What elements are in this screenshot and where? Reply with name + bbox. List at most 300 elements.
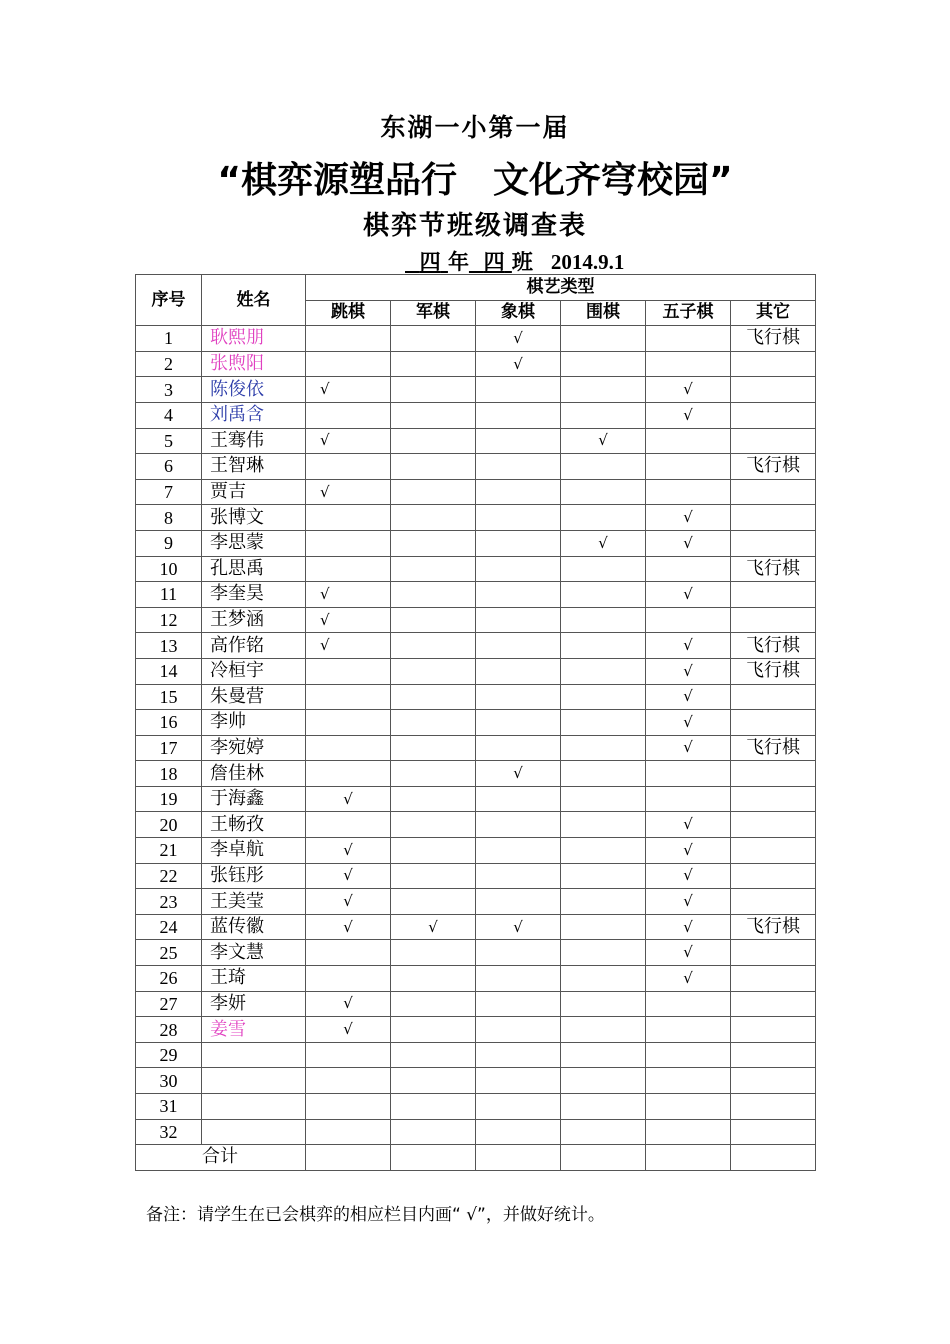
check-weiqi (561, 838, 646, 864)
other-game: 飞行棋 (731, 735, 816, 761)
row-index: 2 (136, 351, 202, 377)
check-tiaoqi: √ (306, 633, 391, 659)
check-xiangqi (476, 1094, 561, 1120)
check-tiaoqi (306, 454, 391, 480)
row-index: 24 (136, 914, 202, 940)
check-wuziqi: √ (646, 863, 731, 889)
table-row (136, 1119, 816, 1145)
total-cell (646, 1145, 731, 1171)
check-weiqi (561, 454, 646, 480)
table-row (136, 684, 816, 710)
check-tiaoqi (306, 556, 391, 582)
check-weiqi (561, 812, 646, 838)
check-tiaoqi (306, 326, 391, 352)
header-type-group: 棋艺类型 (306, 275, 816, 301)
row-index: 5 (136, 428, 202, 454)
student-name: 于海鑫 (202, 786, 306, 812)
check-xiangqi (476, 1042, 561, 1068)
check-weiqi (561, 505, 646, 531)
check-junqi (391, 1119, 476, 1145)
total-cell (561, 1145, 646, 1171)
check-wuziqi: √ (646, 658, 731, 684)
check-xiangqi (476, 658, 561, 684)
check-tiaoqi (306, 761, 391, 787)
check-wuziqi: √ (646, 735, 731, 761)
row-index: 27 (136, 991, 202, 1017)
check-weiqi: √ (561, 428, 646, 454)
check-xiangqi: √ (476, 351, 561, 377)
row-index: 18 (136, 761, 202, 787)
check-junqi (391, 761, 476, 787)
check-junqi: √ (391, 914, 476, 940)
check-wuziqi (646, 607, 731, 633)
table-row (136, 351, 816, 377)
title-line-1: 东湖一小第一届 (380, 113, 570, 142)
check-wuziqi (646, 351, 731, 377)
student-name: 贾吉 (202, 479, 306, 505)
check-tiaoqi (306, 684, 391, 710)
total-cell (476, 1145, 561, 1171)
check-weiqi (561, 966, 646, 992)
check-junqi (391, 966, 476, 992)
student-name: 王畅孜 (202, 812, 306, 838)
check-wuziqi (646, 1094, 731, 1120)
table-row (136, 863, 816, 889)
table-row (136, 786, 816, 812)
header-tiaoqi: 跳棋 (306, 300, 391, 326)
check-xiangqi (476, 454, 561, 480)
other-game (731, 940, 816, 966)
row-index: 22 (136, 863, 202, 889)
student-name: 刘禹含 (202, 402, 306, 428)
check-wuziqi: √ (646, 710, 731, 736)
check-junqi (391, 1068, 476, 1094)
table-row (136, 479, 816, 505)
row-index: 26 (136, 966, 202, 992)
student-name: 王美莹 (202, 889, 306, 915)
check-xiangqi (476, 684, 561, 710)
table-row (136, 505, 816, 531)
check-junqi (391, 889, 476, 915)
check-wuziqi (646, 1017, 731, 1043)
check-junqi (391, 863, 476, 889)
check-tiaoqi: √ (306, 786, 391, 812)
row-index: 19 (136, 786, 202, 812)
table-row (136, 838, 816, 864)
check-weiqi (561, 1017, 646, 1043)
total-row (136, 1145, 816, 1171)
check-tiaoqi: √ (306, 428, 391, 454)
table-row (136, 607, 816, 633)
row-index: 31 (136, 1094, 202, 1120)
table-row (136, 1094, 816, 1120)
other-game (731, 812, 816, 838)
header-weiqi: 围棋 (561, 300, 646, 326)
check-weiqi (561, 556, 646, 582)
other-game (731, 684, 816, 710)
class-info (405, 246, 624, 276)
other-game (731, 1042, 816, 1068)
check-junqi (391, 607, 476, 633)
check-wuziqi (646, 991, 731, 1017)
check-weiqi (561, 863, 646, 889)
student-name: 李妍 (202, 991, 306, 1017)
check-weiqi (561, 889, 646, 915)
check-junqi (391, 582, 476, 608)
check-weiqi (561, 914, 646, 940)
check-wuziqi (646, 786, 731, 812)
check-weiqi (561, 633, 646, 659)
check-xiangqi: √ (476, 914, 561, 940)
check-junqi (391, 633, 476, 659)
check-junqi (391, 326, 476, 352)
check-wuziqi: √ (646, 582, 731, 608)
check-weiqi (561, 607, 646, 633)
header-junqi: 军棋 (391, 300, 476, 326)
check-xiangqi (476, 889, 561, 915)
table-row (136, 889, 816, 915)
total-cell (306, 1145, 391, 1171)
check-junqi (391, 530, 476, 556)
check-tiaoqi (306, 1042, 391, 1068)
student-name: 李思蒙 (202, 530, 306, 556)
row-index: 12 (136, 607, 202, 633)
survey-date: 2014.9.1 (550, 250, 625, 274)
student-name (202, 1068, 306, 1094)
check-weiqi (561, 402, 646, 428)
check-xiangqi (476, 402, 561, 428)
table-row (136, 556, 816, 582)
table-row (136, 582, 816, 608)
row-index: 23 (136, 889, 202, 915)
table-row (136, 1017, 816, 1043)
row-index: 1 (136, 326, 202, 352)
check-weiqi (561, 351, 646, 377)
student-name: 王智琳 (202, 454, 306, 480)
check-wuziqi: √ (646, 505, 731, 531)
student-name: 詹佳林 (202, 761, 306, 787)
check-xiangqi (476, 812, 561, 838)
check-xiangqi (476, 582, 561, 608)
row-index: 16 (136, 710, 202, 736)
check-xiangqi (476, 735, 561, 761)
other-game (731, 607, 816, 633)
other-game (731, 889, 816, 915)
check-weiqi (561, 710, 646, 736)
header-name: 姓名 (202, 275, 306, 326)
check-xiangqi (476, 1068, 561, 1094)
check-xiangqi (476, 377, 561, 403)
check-junqi (391, 684, 476, 710)
other-game (731, 838, 816, 864)
other-game (731, 1017, 816, 1043)
student-name: 朱曼营 (202, 684, 306, 710)
other-game (731, 351, 816, 377)
check-junqi (391, 1094, 476, 1120)
check-xiangqi: √ (476, 326, 561, 352)
check-tiaoqi (306, 1068, 391, 1094)
other-game (731, 505, 816, 531)
check-weiqi (561, 1119, 646, 1145)
row-index: 10 (136, 556, 202, 582)
other-game (731, 863, 816, 889)
other-game (731, 710, 816, 736)
check-xiangqi (476, 838, 561, 864)
row-index: 7 (136, 479, 202, 505)
other-game: 飞行棋 (731, 454, 816, 480)
check-junqi (391, 479, 476, 505)
other-game: 飞行棋 (731, 658, 816, 684)
student-name: 高作铭 (202, 633, 306, 659)
row-index: 17 (136, 735, 202, 761)
row-index: 13 (136, 633, 202, 659)
check-tiaoqi: √ (306, 607, 391, 633)
check-wuziqi (646, 454, 731, 480)
check-xiangqi (476, 479, 561, 505)
student-name: 李文慧 (202, 940, 306, 966)
student-name (202, 1094, 306, 1120)
row-index: 3 (136, 377, 202, 403)
check-weiqi (561, 479, 646, 505)
other-game (731, 1068, 816, 1094)
check-tiaoqi: √ (306, 914, 391, 940)
other-game (731, 377, 816, 403)
row-index: 11 (136, 582, 202, 608)
check-xiangqi (476, 991, 561, 1017)
check-junqi (391, 402, 476, 428)
row-index: 8 (136, 505, 202, 531)
check-junqi (391, 1017, 476, 1043)
check-xiangqi: √ (476, 761, 561, 787)
class-suffix: 班 (511, 249, 533, 274)
table-row (136, 1068, 816, 1094)
table-body (136, 326, 816, 1145)
check-tiaoqi: √ (306, 582, 391, 608)
check-weiqi (561, 1068, 646, 1094)
check-xiangqi (476, 428, 561, 454)
student-name: 姜雪 (202, 1017, 306, 1043)
other-game (731, 479, 816, 505)
other-game (731, 582, 816, 608)
check-wuziqi (646, 428, 731, 454)
check-xiangqi (476, 786, 561, 812)
check-wuziqi: √ (646, 812, 731, 838)
total-cell (731, 1145, 816, 1171)
check-xiangqi (476, 556, 561, 582)
grade-value: 四 (419, 249, 441, 274)
table-row (136, 966, 816, 992)
check-tiaoqi: √ (306, 838, 391, 864)
check-junqi (391, 735, 476, 761)
table-row (136, 710, 816, 736)
check-junqi (391, 377, 476, 403)
check-tiaoqi: √ (306, 889, 391, 915)
check-tiaoqi: √ (306, 479, 391, 505)
table-row (136, 991, 816, 1017)
check-xiangqi (476, 940, 561, 966)
other-game (731, 786, 816, 812)
other-game (731, 428, 816, 454)
check-wuziqi: √ (646, 684, 731, 710)
check-wuziqi: √ (646, 914, 731, 940)
check-xiangqi (476, 633, 561, 659)
table-row (136, 633, 816, 659)
row-index: 9 (136, 530, 202, 556)
title-line-2: “棋弈源塑品行 文化齐穹校园” (217, 160, 733, 201)
check-tiaoqi (306, 710, 391, 736)
check-wuziqi: √ (646, 966, 731, 992)
row-index: 28 (136, 1017, 202, 1043)
check-wuziqi (646, 479, 731, 505)
check-tiaoqi: √ (306, 991, 391, 1017)
check-xiangqi (476, 1119, 561, 1145)
check-weiqi (561, 735, 646, 761)
student-name (202, 1119, 306, 1145)
check-weiqi (561, 684, 646, 710)
check-tiaoqi (306, 735, 391, 761)
header-wuziqi: 五子棋 (646, 300, 731, 326)
title-line-3: 棋弈节班级调查表 (362, 211, 587, 241)
check-junqi (391, 786, 476, 812)
check-weiqi (561, 786, 646, 812)
student-name: 李宛婷 (202, 735, 306, 761)
check-wuziqi: √ (646, 889, 731, 915)
header-other: 其它 (731, 300, 816, 326)
row-index: 4 (136, 402, 202, 428)
row-index: 29 (136, 1042, 202, 1068)
check-xiangqi (476, 966, 561, 992)
check-weiqi (561, 1094, 646, 1120)
check-junqi (391, 940, 476, 966)
student-name: 李奎昊 (202, 582, 306, 608)
student-name: 李卓航 (202, 838, 306, 864)
check-wuziqi (646, 761, 731, 787)
check-tiaoqi (306, 402, 391, 428)
other-game (731, 402, 816, 428)
row-index: 20 (136, 812, 202, 838)
check-tiaoqi (306, 1119, 391, 1145)
table-row (136, 402, 816, 428)
check-junqi (391, 658, 476, 684)
check-junqi (391, 991, 476, 1017)
table-row (136, 428, 816, 454)
student-name: 陈俊依 (202, 377, 306, 403)
other-game (731, 966, 816, 992)
check-wuziqi: √ (646, 402, 731, 428)
check-wuziqi: √ (646, 633, 731, 659)
check-weiqi (561, 326, 646, 352)
check-wuziqi: √ (646, 940, 731, 966)
check-junqi (391, 454, 476, 480)
other-game: 飞行棋 (731, 326, 816, 352)
student-name: 冷桓宇 (202, 658, 306, 684)
other-game: 飞行棋 (731, 914, 816, 940)
total-label: 合计 (136, 1145, 306, 1171)
row-index: 32 (136, 1119, 202, 1145)
check-junqi (391, 505, 476, 531)
check-junqi (391, 556, 476, 582)
other-game (731, 530, 816, 556)
row-index: 25 (136, 940, 202, 966)
header-index: 序号 (136, 275, 202, 326)
other-game (731, 991, 816, 1017)
check-wuziqi (646, 1119, 731, 1145)
check-tiaoqi: √ (306, 1017, 391, 1043)
table-row (136, 377, 816, 403)
check-junqi (391, 351, 476, 377)
check-wuziqi: √ (646, 377, 731, 403)
table-row (136, 940, 816, 966)
check-junqi (391, 838, 476, 864)
check-wuziqi (646, 556, 731, 582)
student-name: 耿熙朋 (202, 326, 306, 352)
table-row (136, 914, 816, 940)
row-index: 30 (136, 1068, 202, 1094)
table-row (136, 326, 816, 352)
other-game: 飞行棋 (731, 556, 816, 582)
check-xiangqi (476, 863, 561, 889)
class-value: 四 (483, 249, 505, 274)
student-name: 蓝传徽 (202, 914, 306, 940)
check-xiangqi (476, 505, 561, 531)
check-tiaoqi (306, 1094, 391, 1120)
check-weiqi (561, 377, 646, 403)
table-row (136, 530, 816, 556)
check-wuziqi (646, 326, 731, 352)
student-name: 李帅 (202, 710, 306, 736)
student-name: 张钰彤 (202, 863, 306, 889)
student-name: 王琦 (202, 966, 306, 992)
check-weiqi (561, 940, 646, 966)
check-tiaoqi (306, 940, 391, 966)
table-row (136, 735, 816, 761)
student-name: 张煦阳 (202, 351, 306, 377)
table-row (136, 454, 816, 480)
check-xiangqi (476, 1017, 561, 1043)
check-weiqi (561, 1042, 646, 1068)
check-xiangqi (476, 530, 561, 556)
student-name (202, 1042, 306, 1068)
other-game (731, 761, 816, 787)
other-game (731, 1119, 816, 1145)
table-row (136, 1042, 816, 1068)
header-xiangqi: 象棋 (476, 300, 561, 326)
other-game (731, 1094, 816, 1120)
row-index: 21 (136, 838, 202, 864)
check-tiaoqi (306, 530, 391, 556)
check-xiangqi (476, 710, 561, 736)
check-tiaoqi: √ (306, 863, 391, 889)
table-row (136, 761, 816, 787)
check-weiqi (561, 658, 646, 684)
table-row (136, 658, 816, 684)
check-junqi (391, 428, 476, 454)
check-tiaoqi (306, 658, 391, 684)
check-wuziqi: √ (646, 838, 731, 864)
check-tiaoqi (306, 351, 391, 377)
survey-table (135, 274, 816, 1171)
check-weiqi (561, 761, 646, 787)
check-weiqi: √ (561, 530, 646, 556)
check-weiqi (561, 991, 646, 1017)
student-name: 孔思禹 (202, 556, 306, 582)
student-name: 王骞伟 (202, 428, 306, 454)
footnote: 备注：请学生在已会棋弈的相应栏目内画“ √”，并做好统计。 (146, 1205, 605, 1225)
other-game: 飞行棋 (731, 633, 816, 659)
student-name: 王梦涵 (202, 607, 306, 633)
total-cell (391, 1145, 476, 1171)
check-tiaoqi (306, 505, 391, 531)
